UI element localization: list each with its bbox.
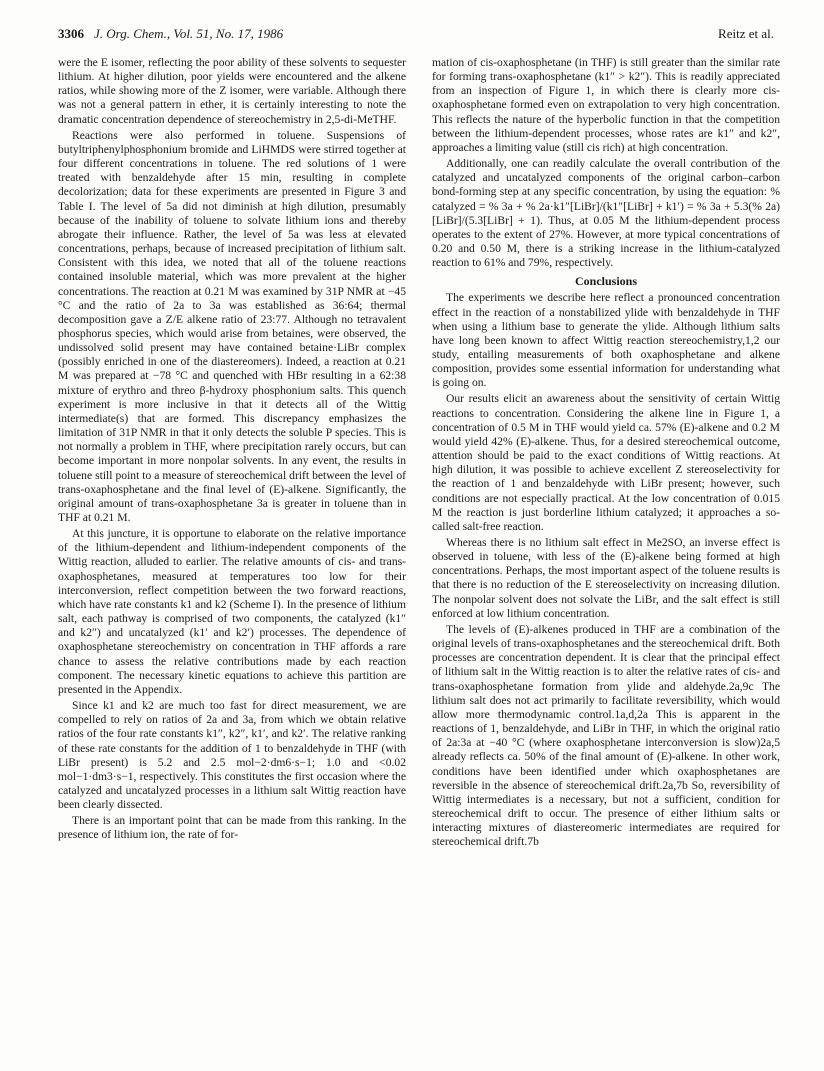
paragraph: Our results elicit an awareness about the sensitivity of certain Wittig reactions to concentration. Considering the alkene line in Figure 1, a concentration of 0.5 M in THF would yield ca. 57% (E)-alkene and 0.2 M would yield 42% (E)-alkene. Thus, for a desired stereochemical outcome, attention should be paid to the exact conditions of Wittig reactions. At high dilution, it was possible to achieve excellent Z stereoselectivity for the reaction of 1 and benzaldehyde with LiBr present; however, such conditions are not especially practical. At the low concentration of 0.015 M the reaction is just borderline lithium catalyzed; it approaches a so-called salt-free reaction. [432, 392, 780, 533]
right-column-intro [432, 56, 780, 270]
paragraph: were the E isomer, reflecting the poor ability of these solvents to sequester lithium. At higher dilution, poor yields were encountered and the alkene ratios, while showing more of the Z isomer, were variable. Although there was not a general pattern in ether, it is certainly interesting to note the dramatic concentration dependence of stereochemistry in 2,5-di-MeTHF. [58, 56, 406, 126]
conclusions-body [432, 291, 780, 849]
right-column [432, 56, 780, 1066]
text-columns [58, 56, 782, 1066]
paragraph: Whereas there is no lithium salt effect in Me2SO, an inverse effect is observed in toluene, with less of the (E)-alkene being formed at high concentrations. Perhaps, the most important aspect of the toluene results is that there is no reduction of the E stereoselectivity on increasing dilution. The nonpolar solvent does not solvate the LiBr, and the salt effect is still enforced at low lithium concentration. [432, 536, 780, 620]
author-header: Reitz et al. [718, 26, 774, 41]
journal-citation: J. Org. Chem., Vol. 51, No. 17, 1986 [94, 26, 284, 41]
running-header [58, 26, 782, 48]
page-number: 3306 [58, 26, 84, 41]
paragraph: Additionally, one can readily calculate the overall contribution of the catalyzed and uncatalyzed components of the original carbon–carbon bond-forming step at any specific concentration, by using the equation: % catalyzed = % 3a + % 2a·k1″[LiBr]/(k1″[LiBr] + k1′) = % 3a + 5.3(% 2a)[LiBr]/(5.3[LiBr] + 1). Thus, at 0.05 M the lithium-dependent process operates to the extent of 27%. However, at more typical concentrations of 0.20 and 0.50 M, there is a striking increase in the lithium-catalyzed reaction to 61% and 79%, respectively. [432, 157, 780, 270]
conclusions-heading: Conclusions [574, 274, 638, 289]
paragraph: The levels of (E)-alkenes produced in THF are a combination of the original levels of trans-oxaphosphetanes and the stereochemical drift. Both processes are concentration dependent. It is clear that the principal effect of lithium salt in the Wittig reaction is to alter the relative rates of cis- and trans-oxaphosphetane formation from ylide and aldehyde.2a,9c The lithium salt does not act primarily to facilitate reversibility, which would allow more thermodynamic control.1a,d,2a This is apparent in the reactions of 1, benzaldehyde, and LiBr in THF, in which the original ratio of 2a:3a at −40 °C (where oxaphosphetane interconversion is slow)2a,5 already reflects ca. 50% of the final amount of (E)-alkene. In other work, conditions have been identified under which oxaphosphetanes are reversible in the absence of stereochemical drift.2a,7b So, reversibility of Wittig intermediates is a necessary, but not a sufficient, condition for stereochemical drift to occur. The presence of either lithium salts or interacting mixtures of diastereomeric intermediates are required for stereochemical drift.7b [432, 622, 780, 849]
paragraph: Reactions were also performed in toluene. Suspensions of butyltriphenylphosphonium bromide and LiHMDS were stirred together at four different concentrations in toluene. The red solutions of 1 were treated with benzaldehyde after 15 min, resulting in complete decolorization; data for these experiments are presented in Figure 3 and Table I. The level of 5a did not diminish at high dilution, presumably because of the inability of toluene to solvate lithium ions and thereby abrogate their influence. Rather, the level of 5a was less at elevated concentrations, perhaps, because of increased precipitation of lithium salt. Consistent with this idea, we noted that all of the toluene reactions contained insoluble material, which was more prevalent at the higher concentrations. The reaction at 0.21 M was examined by 31P NMR at −45 °C and the ratio of 2a to 3a was established as 36:64; thermal decomposition gave a Z/E alkene ratio of 23:77. Although no tetravalent phosphorus species, which would arise from betaines, were observed, the undissolved solid present may have contained betaine·LiBr complex (possibly enriched in one of the diastereomers). Indeed, a reaction at 0.21 M was prepared at −78 °C and quenched with HBr resulting in a 62:38 mixture of erythro and threo β-hydroxy phosphonium salts. This quench experiment is more inclusive in that it detects all of the Wittig intermediate(s) that are formed. This discrepancy emphasizes the limitation of 31P NMR in that it only detects the soluble P species. This is not normally a problem in THF, where precipitation rarely occurs, but can become important in more nonpolar solvents. In any event, the results in toluene still point to a measure of stereochemical drift between the level of trans-oxaphosphetane and the final level of (E)-alkene. Significantly, the original amount of trans-oxaphosphetane 3a is greater in toluene than in THF at 0.21 M. [58, 128, 406, 524]
paragraph: There is an important point that can be made from this ranking. In the presence of lithium ion, the rate of for- [58, 814, 406, 842]
paragraph: Since k1 and k2 are much too fast for direct measurement, we are compelled to rely on ratios of 2a and 3a, from which we obtain relative ratios of the four rate constants k1″, k2″, k1′, and k2′. The relative ranking of these rate constants for the addition of 1 to benzaldehyde in THF (with LiBr present) is 5.2 and 2.5 mol−2·dm6·s−1; 1.0 and <0.02 mol−1·dm3·s−1, respectively. This constitutes the first occasion where the catalyzed and uncatalyzed processes in a lithium salt Wittig reaction have been clearly dissected. [58, 699, 406, 812]
left-column [58, 56, 406, 1066]
paragraph: At this juncture, it is opportune to elaborate on the relative importance of the lithium-dependent and lithium-independent components of the Wittig reaction, alluded to earlier. The relative amounts of cis- and trans-oxaphosphetanes, measured at temperatures too low for their interconversion, reflect competition between the two forward reactions, which have rate constants k1 and k2 (Scheme I). In the presence of lithium salt, each pathway is comprised of two components, the catalyzed (k1″ and k2″) and uncatalyzed (k1′ and k2′) processes. The dependence of oxaphosphetane stereochemistry on concentration in THF affords a rare chance to assess the relative contributions made by each reaction component. The necessary kinetic equations to achieve this partition are presented in the Appendix. [58, 527, 406, 696]
paragraph: mation of cis-oxaphosphetane (in THF) is still greater than the similar rate for forming trans-oxaphosphetane (k1″ > k2″). This is readily appreciated from an inspection of Figure 1, in which there is clearly more cis-oxaphosphetane formed even on extrapolation to very high concentration. This reflects the nature of the hyperbolic function in that the competition between the lithium-dependent processes, whose rates are k1″ and k2″, approaches a limiting value (still cis rich) at high concentration. [432, 56, 780, 154]
paragraph: The experiments we describe here reflect a pronounced concentration effect in the reaction of a nonstabilized ylide with benzaldehyde in THF when using a lithium base to generate the ylide. Although lithium salts have long been known to affect Wittig reaction stereochemistry,1,2 our study, entailing measurements of both oxaphosphetane and alkene composition, provides some essential information for understanding what is going on. [432, 291, 780, 390]
